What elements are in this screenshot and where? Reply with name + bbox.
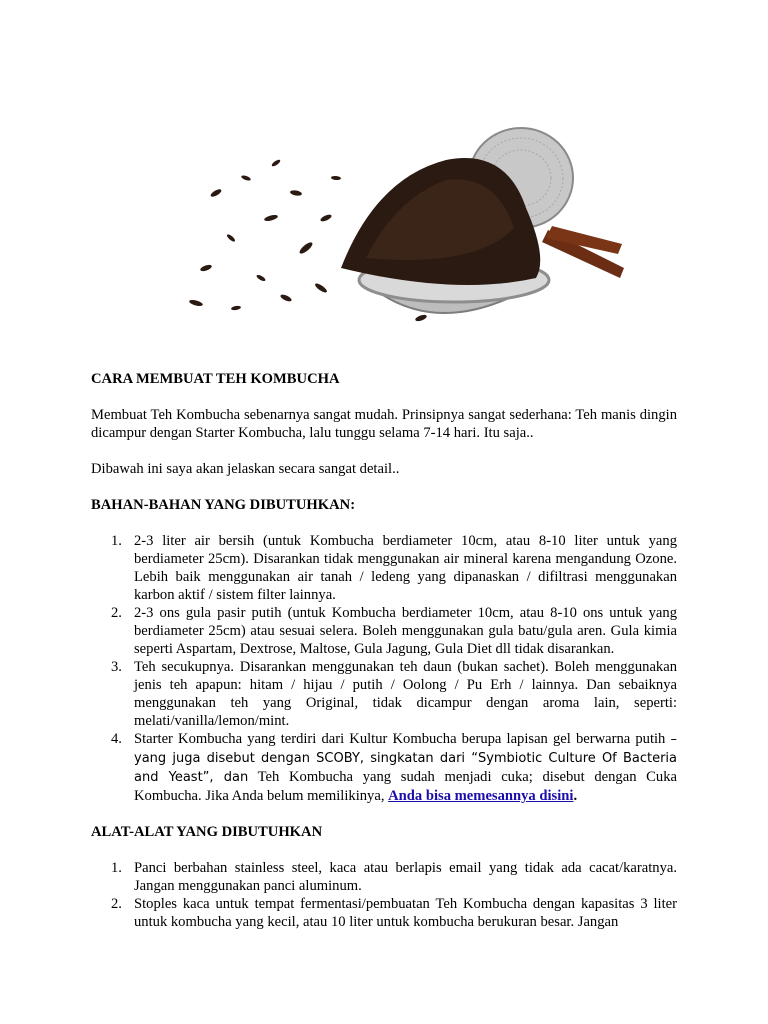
list-item-text: Teh Kombucha yang sudah menjadi cuka; disebut dengan Cuka Kombucha. Jika Anda belum memilikinya, — [134, 769, 677, 804]
bahan-heading: BAHAN-BAHAN YANG DIBUTUHKAN: — [91, 497, 356, 513]
list-item — [91, 532, 677, 604]
intro-paragraph-2: Dibawah ini saya akan jelaskan secara sangat detail.. — [91, 461, 400, 477]
list-item-text: Stoples kaca untuk tempat fermentasi/pembuatan Teh Kombucha dengan kapasitas 3 liter untuk kombucha yang kecil, atau 10 liter untuk kombucha berukuran besar. Jangan — [134, 896, 677, 930]
list-number: 1. — [111, 860, 122, 876]
list-item-text: 2-3 liter air bersih (untuk Kombucha berdiameter 10cm, atau 8-10 liter untuk yang berdiameter 25cm). Disarankan tidak menggunakan air mineral karena mengandung Ozone. Lebih baik menggunakan air tanah / ledeng yang dipanaskan / difiltrasi menggunakan karbon aktif / sistem filter lainnya. — [134, 533, 677, 603]
list-item-text: Teh secukupnya. Disarankan menggunakan teh daun (bukan sachet). Boleh menggunakan jenis teh apapun: hitam / hijau / putih / Oolong / Pu Erh / lainnya. Dan sebaiknya menggunakan teh yang Original, tidak dicampur dengan aroma lain, seperti: melati/vanilla/lemon/mint. — [134, 659, 677, 729]
tea-strainer-with-tea-leaves-photo — [176, 118, 626, 354]
list-item-end: . — [573, 788, 578, 804]
list-item — [91, 658, 677, 730]
list-item-text-sans: – yang juga disebut dengan SCOBY, singkatan dari “Symbiotic Culture Of Bacteria and Yeast”, dan — [134, 732, 677, 785]
list-number: 1. — [111, 533, 122, 549]
order-link[interactable]: Anda bisa memesannya disini — [388, 788, 574, 804]
list-item — [91, 859, 677, 895]
list-item-text: 2-3 ons gula pasir putih (untuk Kombucha berdiameter 10cm, atau 8-10 ons untuk yang berdiameter 25cm) atau sesuai selera. Boleh menggunakan gula batu/gula aren. Gula kimia seperti Aspartam, Dextrose, Maltose, Gula Jagung, Gula Diet dll tidak disarankan. — [134, 605, 677, 657]
list-number: 2. — [111, 896, 122, 912]
list-number: 3. — [111, 659, 122, 675]
bahan-list — [91, 532, 677, 805]
list-number: 4. — [111, 731, 122, 747]
list-item — [91, 604, 677, 658]
document-body — [91, 370, 677, 949]
intro-paragraph: Membuat Teh Kombucha sebenarnya sangat mudah. Prinsipnya sangat sederhana: Teh manis dingin dicampur dengan Starter Kombucha, lalu tunggu selama 7-14 hari. Itu saja.. — [91, 407, 677, 441]
alat-list — [91, 859, 677, 931]
list-item — [91, 895, 677, 931]
list-item-text: Panci berbahan stainless steel, kaca atau berlapis email yang tidak ada cacat/karatnya. Jangan menggunakan panci aluminum. — [134, 860, 677, 894]
list-item — [91, 730, 677, 805]
list-number: 2. — [111, 605, 122, 621]
page-title: CARA MEMBUAT TEH KOMBUCHA — [91, 371, 340, 387]
alat-heading: ALAT-ALAT YANG DIBUTUHKAN — [91, 824, 323, 840]
list-item-text: Starter Kombucha yang terdiri dari Kultur Kombucha berupa lapisan gel berwarna putih — [134, 731, 666, 747]
